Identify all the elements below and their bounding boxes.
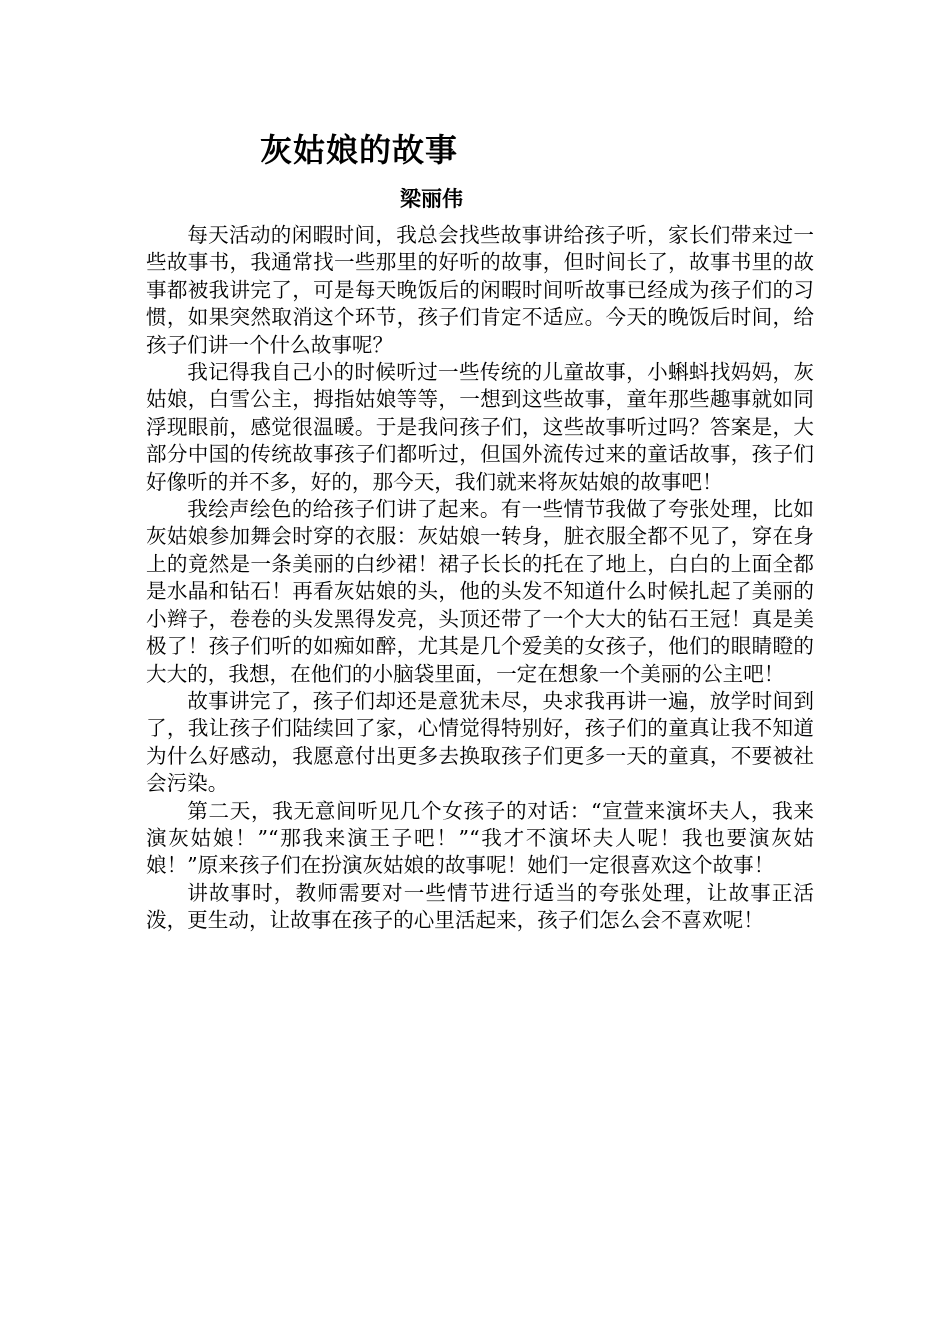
- author-name: 梁丽伟: [400, 187, 463, 211]
- paragraph: 我记得我自己小的时候听过一些传统的儿童故事，小蝌蚪找妈妈，灰姑娘，白雪公主，拇指姑娘等等，一想到这些故事，童年那些趣事就如同浮现眼前，感觉很温暖。于是我问孩子们，这些故事听过吗？答案是，大部分中国的传统故事孩子们都听过，但国外流传过来的童话故事，孩子们好像听的并不多，好的，那今天，我们就来将灰姑娘的故事吧！: [146, 360, 814, 494]
- paragraph: 每天活动的闲暇时间，我总会找些故事讲给孩子听，家长们带来过一些故事书，我通常找一些那里的好听的故事，但时间长了，故事书里的故事都被我讲完了，可是每天晚饭后的闲暇时间听故事已经成为孩子们的习惯，如果突然取消这个环节，孩子们肯定不适应。今天的晚饭后时间，给孩子们讲一个什么故事呢？: [146, 223, 814, 357]
- paragraph: 第二天，我无意间听见几个女孩子的对话：“宣萱来演坏夫人，我来演灰姑娘！”“那我来演王子吧！”“我才不演坏夫人呢！我也要演灰姑娘！”原来孩子们在扮演灰姑娘的故事呢！她们一定很喜欢这个故事！: [146, 798, 814, 878]
- document-title: 灰姑娘的故事: [260, 131, 459, 169]
- paragraph: 我绘声绘色的给孩子们讲了起来。有一些情节我做了夸张处理，比如灰姑娘参加舞会时穿的衣服：灰姑娘一转身，脏衣服全都不见了，穿在身上的竟然是一条美丽的白纱裙！裙子长长的托在了地上，白白的上面全都是水晶和钻石！再看灰姑娘的头，他的头发不知道什么时候扎起了美丽的小辫子，卷卷的头发黑得发亮，头顶还带了一个大大的钻石王冠！真是美极了！孩子们听的如痴如醉，尤其是几个爱美的女孩子，他们的眼睛瞪的大大的，我想，在他们的小脑袋里面，一定在想象一个美丽的公主吧！: [146, 497, 814, 686]
- paragraph: 讲故事时，教师需要对一些情节进行适当的夸张处理，让故事正活泼，更生动，让故事在孩子的心里活起来，孩子们怎么会不喜欢呢！: [146, 880, 814, 933]
- paragraph: 故事讲完了，孩子们却还是意犹未尽，央求我再讲一遍，放学时间到了，我让孩子们陆续回了家，心情觉得特别好，孩子们的童真让我不知道为什么好感动，我愿意付出更多去换取孩子们更多一天的童真，不要被社会污染。: [146, 688, 814, 796]
- document-body: [146, 222, 814, 935]
